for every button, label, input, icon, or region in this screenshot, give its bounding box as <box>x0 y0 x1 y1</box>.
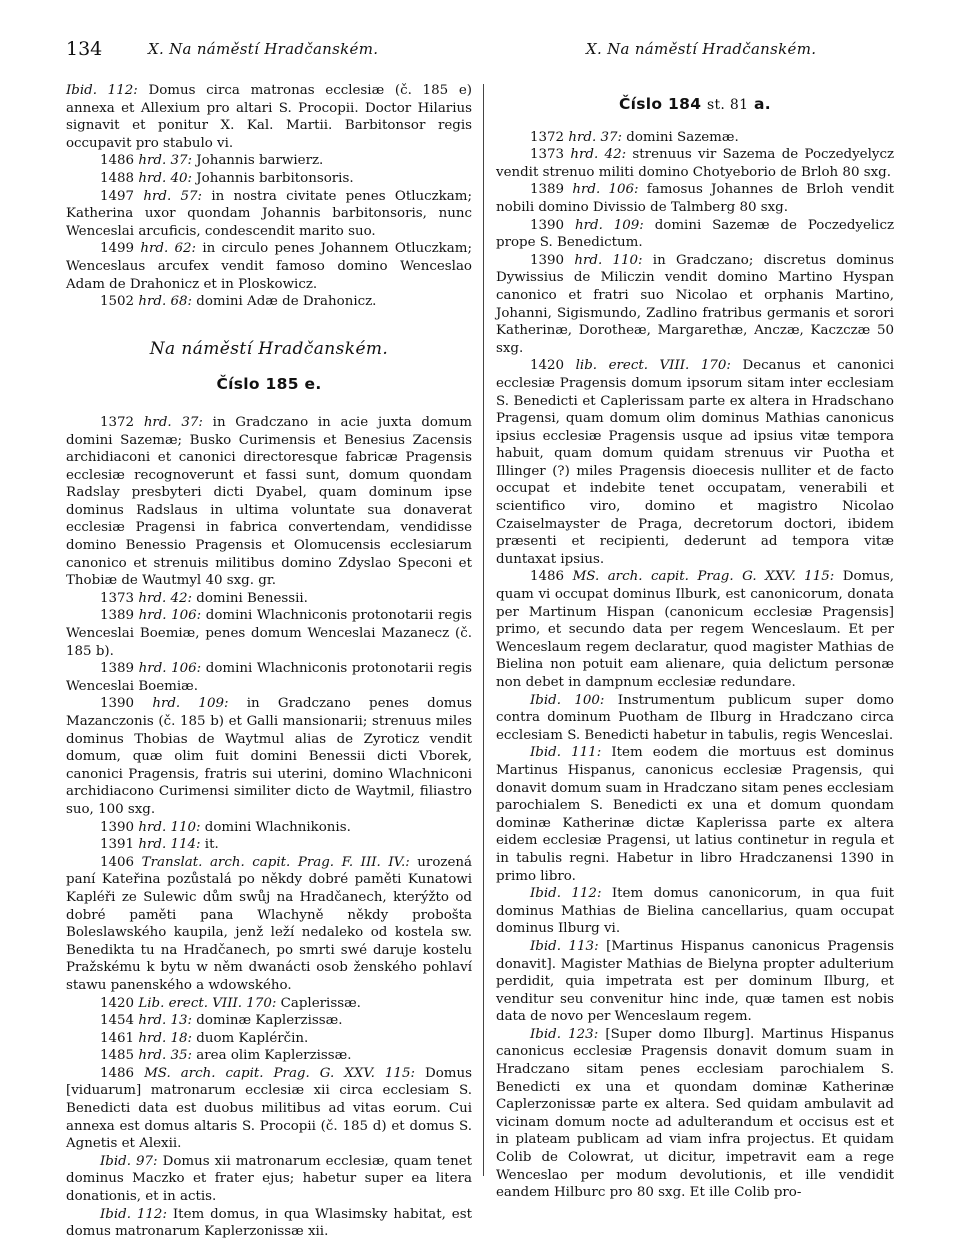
entry-text: Caplerissæ. <box>276 995 361 1011</box>
section-number-letter: a. <box>754 95 771 113</box>
entry-year: 1391 <box>100 837 139 853</box>
entry-reference: MS. arch. capit. Prag. G. XXV. 115: <box>572 569 835 585</box>
entry-text: strenuus vir Sazema de Poczedyelycz vendit strenuo militi domino Chotyeborio de Brloh 80 sxg. <box>496 147 894 180</box>
entry-paragraph <box>66 152 472 170</box>
entry-paragraph <box>66 695 472 818</box>
entry-paragraph <box>496 146 894 181</box>
entry-paragraph <box>496 181 894 216</box>
entry-reference: Translat. arch. capit. Prag. F. III. IV.: <box>141 854 410 870</box>
column-divider <box>483 84 484 1176</box>
entry-paragraph <box>66 854 472 995</box>
section-number-184 <box>496 96 894 115</box>
entry-year: 1389 <box>530 182 573 198</box>
entry-paragraph <box>496 1026 894 1202</box>
entry-text: famosus Johannes de Brloh vendit nobili domino Divissio de Talmberg 80 sxg. <box>496 182 894 215</box>
entry-paragraph <box>66 660 472 695</box>
entry-year: 1373 <box>100 590 139 606</box>
entry-year: 1373 <box>530 147 571 163</box>
entry-reference: hrd. 40: <box>138 170 193 186</box>
entry-text: [Super domo Ilburg]. Martinus Hispanus canonicus ecclesiæ Pragensis donavit domum suam in Hradczano sitam penes ecclesiam parochialem S. Benedicti ex una et quondam dominæ Katherinæ Caplerzonissæ parte ex altera. Sed quidam ambulavit ad vicinam domum nocte ad adulterandum et occisus est et in plateam publicam ad viam infra projectus. Et quidam Colib de Colowrat, ut dicitur, impetravit eam a rege Wenceslao per modum devolutionis, et ille vendidit eandem Hilburc pro 80 sxg. Et ille Colib pro- <box>496 1026 894 1201</box>
intro-entries <box>66 82 472 311</box>
entry-text: Instrumentum publicum super domo contra dominum Puotham de Ilburg in Hradczano circa ecclesiam S. Benedicti habetur in tabulis, regis Wenceslai. <box>496 692 894 743</box>
entry-reference: hrd. 106: <box>138 661 202 677</box>
running-head-right: X. Na náměstí Hradčanském. <box>586 40 817 58</box>
entry-year: 1390 <box>100 819 139 835</box>
entry-paragraph <box>66 1030 472 1048</box>
entry-text: in Gradczano penes domus Mazanczonis (č. 185 b) et Galli mansionarii; strenuus miles dominus Thobias de Waytmul alias de Zyroticz vendit domum, quæ olim fuit domini Benessii dicti Vborek, canonici Pragensis, fratris sui uterini, domino Wlachniconi archidiacono Curimensi similiter dicto de Waytmil, filiastro suo, 100 sxg. <box>66 696 472 817</box>
entry-year: 1389 <box>100 661 139 677</box>
entry-paragraph <box>66 590 472 608</box>
entry-paragraph <box>496 692 894 745</box>
entry-year: 1488 <box>100 170 139 186</box>
entry-year: 1390 <box>530 217 575 233</box>
entry-text: Domus [viduarum] matronarum ecclesiæ xii circa ecclesiam S. Benedicti data est duobus militibus ad vitas eorum. Cui annexa est domus altaris S. Procopii (č. 185 d) et domus S. Agnetis et Alexii. <box>66 1065 472 1152</box>
entry-year: 1372 <box>530 129 569 145</box>
entry-year: 1486 <box>100 153 139 169</box>
entry-text: in nostra civitate penes Otluczkam; Katherina uxor quondam Johannis barbitonsoris, nunc Wenceslai arcuficis, condescendit marito suo. <box>66 188 472 239</box>
entry-reference: Ibid. 123: <box>530 1026 599 1042</box>
entry-text: domini Wlachniconis protonotarii regis Wenceslai Boemiæ, penes domum Wenceslai Mazanecz (č. 185 b). <box>66 608 472 659</box>
running-head-left: X. Na náměstí Hradčanském. <box>148 40 379 58</box>
entry-text: Domus circa matronas ecclesiæ (č. 185 e) annexa et Allexium pro altari S. Procopii. Doctor Hilarius signavit et ponitur X. Kal. Martii. Barbitonsor regis occupavit pro stabulo vi. <box>66 83 472 151</box>
entry-paragraph <box>66 293 472 311</box>
entry-year: 1372 <box>100 414 144 430</box>
entry-reference: hrd. 35: <box>138 1048 193 1064</box>
entry-paragraph <box>496 744 894 885</box>
entry-year: 1390 <box>100 696 153 712</box>
entry-year: 1499 <box>100 241 141 257</box>
entry-reference: Ibid. 100: <box>530 692 605 708</box>
entry-year: 1486 <box>100 1065 145 1081</box>
entry-reference: MS. arch. capit. Prag. G. XXV. 115: <box>144 1065 415 1081</box>
entry-reference: hrd. 37: <box>138 153 193 169</box>
entry-text: domini Wlachnikonis. <box>200 819 351 835</box>
entry-paragraph <box>496 938 894 1026</box>
entries <box>496 129 894 1202</box>
entry-reference: lib. erect. VIII. 170: <box>575 358 731 374</box>
entry-text: domini Sazemæ de Poczedyelicz prope S. Benedictum. <box>496 217 895 251</box>
entry-reference: Lib. erect. VIII. 170: <box>138 995 277 1011</box>
entry-text: Domus, quam vi occupat dominus Ilburk, est canonicorum, donata per Martinum Hispan (canonicum ecclesiæ Pragensis] primo, et secundo data per regem Wenceslaum. Et per Wenceslaum regem declaratur, quod magister Mathias de Bielina non potuit eam alienare, quia delictum personæ non debet in dampnum ecclesiæ redundare. <box>496 569 894 690</box>
entry-text: area olim Kaplerzissæ. <box>192 1048 352 1064</box>
entry-paragraph <box>66 1153 472 1206</box>
entry-reference: hrd. 110: <box>138 819 201 835</box>
entry-paragraph <box>496 129 894 147</box>
entry-text: Domus xii matronarum ecclesiæ, quam tenet dominus Maczko et frater ejus; habetur super ea litera donationis, et in actis. <box>66 1153 472 1205</box>
entry-text: dominæ Kaplerzissæ. <box>192 1013 343 1029</box>
entry-reference: hrd. 37: <box>568 129 623 145</box>
entry-text: Decanus et canonici ecclesiæ Pragensis domum ipsorum sitam inter ecclesiam S. Benedicti et Caplerissam parte ex altera in Hradschano Pragensi, quam domum olim dominus Mathias canonicus ipsius ecclesiæ Pragensis usque ad ipsius vitæ tempora habuit, quam domum quidam strenuus vir Puotha et Illinger (?) miles Pragensis dioecesis nulliter et de facto occupat et indebite tenet occupatam, venerabili et scientifico viro, domino et magistro Nicolao Czaiselmayster de Praga, decretorum doctori, ibidem præsenti et recipienti, dederunt ad tempora vitæ duntaxat ipsius. <box>496 358 894 567</box>
entry-reference: Ibid. 112: <box>100 1206 167 1222</box>
entry-paragraph <box>66 240 472 293</box>
entry-paragraph <box>66 995 472 1013</box>
entry-text: urozená paní Kateřina pozůstalá po někdy dobré paměti Kunatowi Kapléři ze Sulewic dům swůj na Hradčanech, kterýžto od dobré paměti pana Wlachyně někdy probošta Boleslawského kaupila, jenž leží nedaleko od kostela sw. Benedikta tu na Hradčanech, po smrti swé daruje kostelu Pražskému k bytu w něm dwanácti osob ženského pohlaví stawu panenského a wdowského. <box>66 854 472 993</box>
entry-reference: hrd. 106: <box>572 182 639 198</box>
entry-text: in Gradczano; discretus dominus Dywissius de Miliczin vendit domino Martino Hyspan canonico et fratri suo Nicolao et orphanis Martino, Johanni, Sigismundo, Zadlino fratribus germanis et sorori Katherinæ, Dorotheæ, Margarethæ, Anczæ, Kaczczæ 50 sxg. <box>496 252 895 356</box>
entry-paragraph <box>66 1206 472 1241</box>
entry-year: 1497 <box>100 188 144 204</box>
entry-text: [Martinus Hispanus canonicus Pragensis donavit]. Magister Mathias de Bielyna propter adulterium perdidit, quia impetrata est per dominum Ilburg, et venditur seu convenitur hinc inde, quæ tamen est nobis data de novo per Wenceslaum regem. <box>496 938 894 1025</box>
entry-paragraph <box>66 819 472 837</box>
entry-reference: hrd. 18: <box>138 1030 193 1046</box>
entry-paragraph <box>66 1012 472 1030</box>
entry-reference: hrd. 110: <box>574 252 643 268</box>
entry-text: Johannis barbitonsoris. <box>192 170 354 186</box>
entry-paragraph <box>66 82 472 152</box>
entry-reference: hrd. 42: <box>570 147 627 163</box>
entries <box>66 414 472 1241</box>
entry-paragraph <box>66 607 472 660</box>
entry-reference: Ibid. 113: <box>530 938 599 954</box>
entry-text: it. <box>200 837 219 853</box>
entry-reference: hrd. 57: <box>143 188 203 204</box>
entry-reference: hrd. 13: <box>138 1013 193 1029</box>
entry-year: 1406 <box>100 854 142 870</box>
entry-reference: hrd. 109: <box>574 217 644 233</box>
entry-text: domini Adæ de Drahonicz. <box>192 294 377 310</box>
entry-year: 1389 <box>100 608 139 624</box>
entry-paragraph <box>496 217 894 252</box>
entry-year: 1502 <box>100 294 139 310</box>
entry-text: in Gradczano in acie juxta domum domini Sazemæ; Busko Curimensis et Benesius Zacensis archidiaconi et canonici directoresque fabricæ Pragensis ecclesiæ recognoverunt et fassi sunt, domum quondam Radslay presbyteri dicti Dyabel, quam dominum ipse dominus Radslaus in ultima voluntate sua donaverat ecclesiæ Pragensi in fabrica convertendam, vendidisse domino Benessio Pragensis et Olomucensis ecclesiarum canonico et strenuis militibus domino Zdyslao Speconi et Thobiæ de Wautmyl 40 sxg. gr. <box>66 414 473 589</box>
entry-year: 1454 <box>100 1013 139 1029</box>
entry-text: domini Wlachniconis protonotarii regis Wenceslai Boemiæ. <box>66 661 472 694</box>
entry-text: Item domus canonicorum, in qua fuit dominus Mathias de Bielina cancellarius, quam occupat dominus Ilburg vi. <box>496 886 894 937</box>
entry-text: in circulo penes Johannem Otluczkam; Wenceslaus arcufex vendit famoso domino Wenceslao Adam de Drahonicz et in Ploskowicz. <box>66 241 472 292</box>
entry-year: 1420 <box>530 358 576 374</box>
entry-text: domini Sazemæ. <box>622 129 739 145</box>
entry-reference: Ibid. 112: <box>530 886 602 902</box>
entry-year: 1486 <box>530 569 573 585</box>
entry-paragraph <box>66 1047 472 1065</box>
entry-paragraph <box>66 1065 472 1153</box>
section-title: Na náměstí Hradčanském. <box>149 338 389 359</box>
entry-paragraph <box>496 252 894 358</box>
entry-paragraph <box>496 568 894 691</box>
entry-reference: hrd. 109: <box>152 696 229 712</box>
entry-text: Item domus, in qua Wlasimsky habitat, est domus matronarum Kaplerzonissæ xii. <box>66 1206 472 1240</box>
entry-paragraph <box>66 170 472 188</box>
left-column <box>66 82 472 1241</box>
entry-paragraph <box>66 414 472 590</box>
entry-paragraph <box>66 188 472 241</box>
entry-reference: hrd. 114: <box>138 837 201 853</box>
entry-reference: hrd. 68: <box>138 294 193 310</box>
entry-text: duom Kaplérčin. <box>192 1030 309 1046</box>
entry-reference: Ibid. 97: <box>100 1153 158 1169</box>
entry-year: 1420 <box>100 995 139 1011</box>
entry-reference: Ibid. 112: <box>66 83 138 98</box>
entry-text: Johannis barwierz. <box>192 153 324 169</box>
entry-reference: hrd. 42: <box>138 590 193 606</box>
entry-reference: hrd. 106: <box>138 608 202 624</box>
right-column <box>496 82 894 1202</box>
entry-reference: hrd. 37: <box>143 414 203 430</box>
section-number-label: Číslo 184 <box>618 95 702 113</box>
entry-text: domini Benessii. <box>192 590 308 606</box>
entry-reference: Ibid. 111: <box>530 745 602 761</box>
entry-year: 1390 <box>530 252 575 268</box>
section-number: Číslo 185 e. <box>216 375 322 394</box>
entry-text: Item eodem die mortuus est dominus Martinus Hispanus, canonicus ecclesiæ Pragensis, qui donavit domum suam in Hradczano sitam penes ecclesiam parochialem S. Benedicti ex una et domum quondam dominæ Katherinæ dictæ Kaplerissa parte ex altera eidem ecclesiæ Pragensi, ut latius continetur in regula et in tabulis regni. Habetur in libro Hradczanensi 1390 in primo libro. <box>496 745 894 884</box>
entry-paragraph <box>496 885 894 938</box>
entry-year: 1485 <box>100 1048 139 1064</box>
section-number-suffix: st. 81 <box>707 97 749 113</box>
page-number: 134 <box>66 38 103 60</box>
entry-year: 1461 <box>100 1030 139 1046</box>
entry-paragraph <box>66 836 472 854</box>
entry-paragraph <box>496 357 894 568</box>
entry-reference: hrd. 62: <box>140 241 197 257</box>
